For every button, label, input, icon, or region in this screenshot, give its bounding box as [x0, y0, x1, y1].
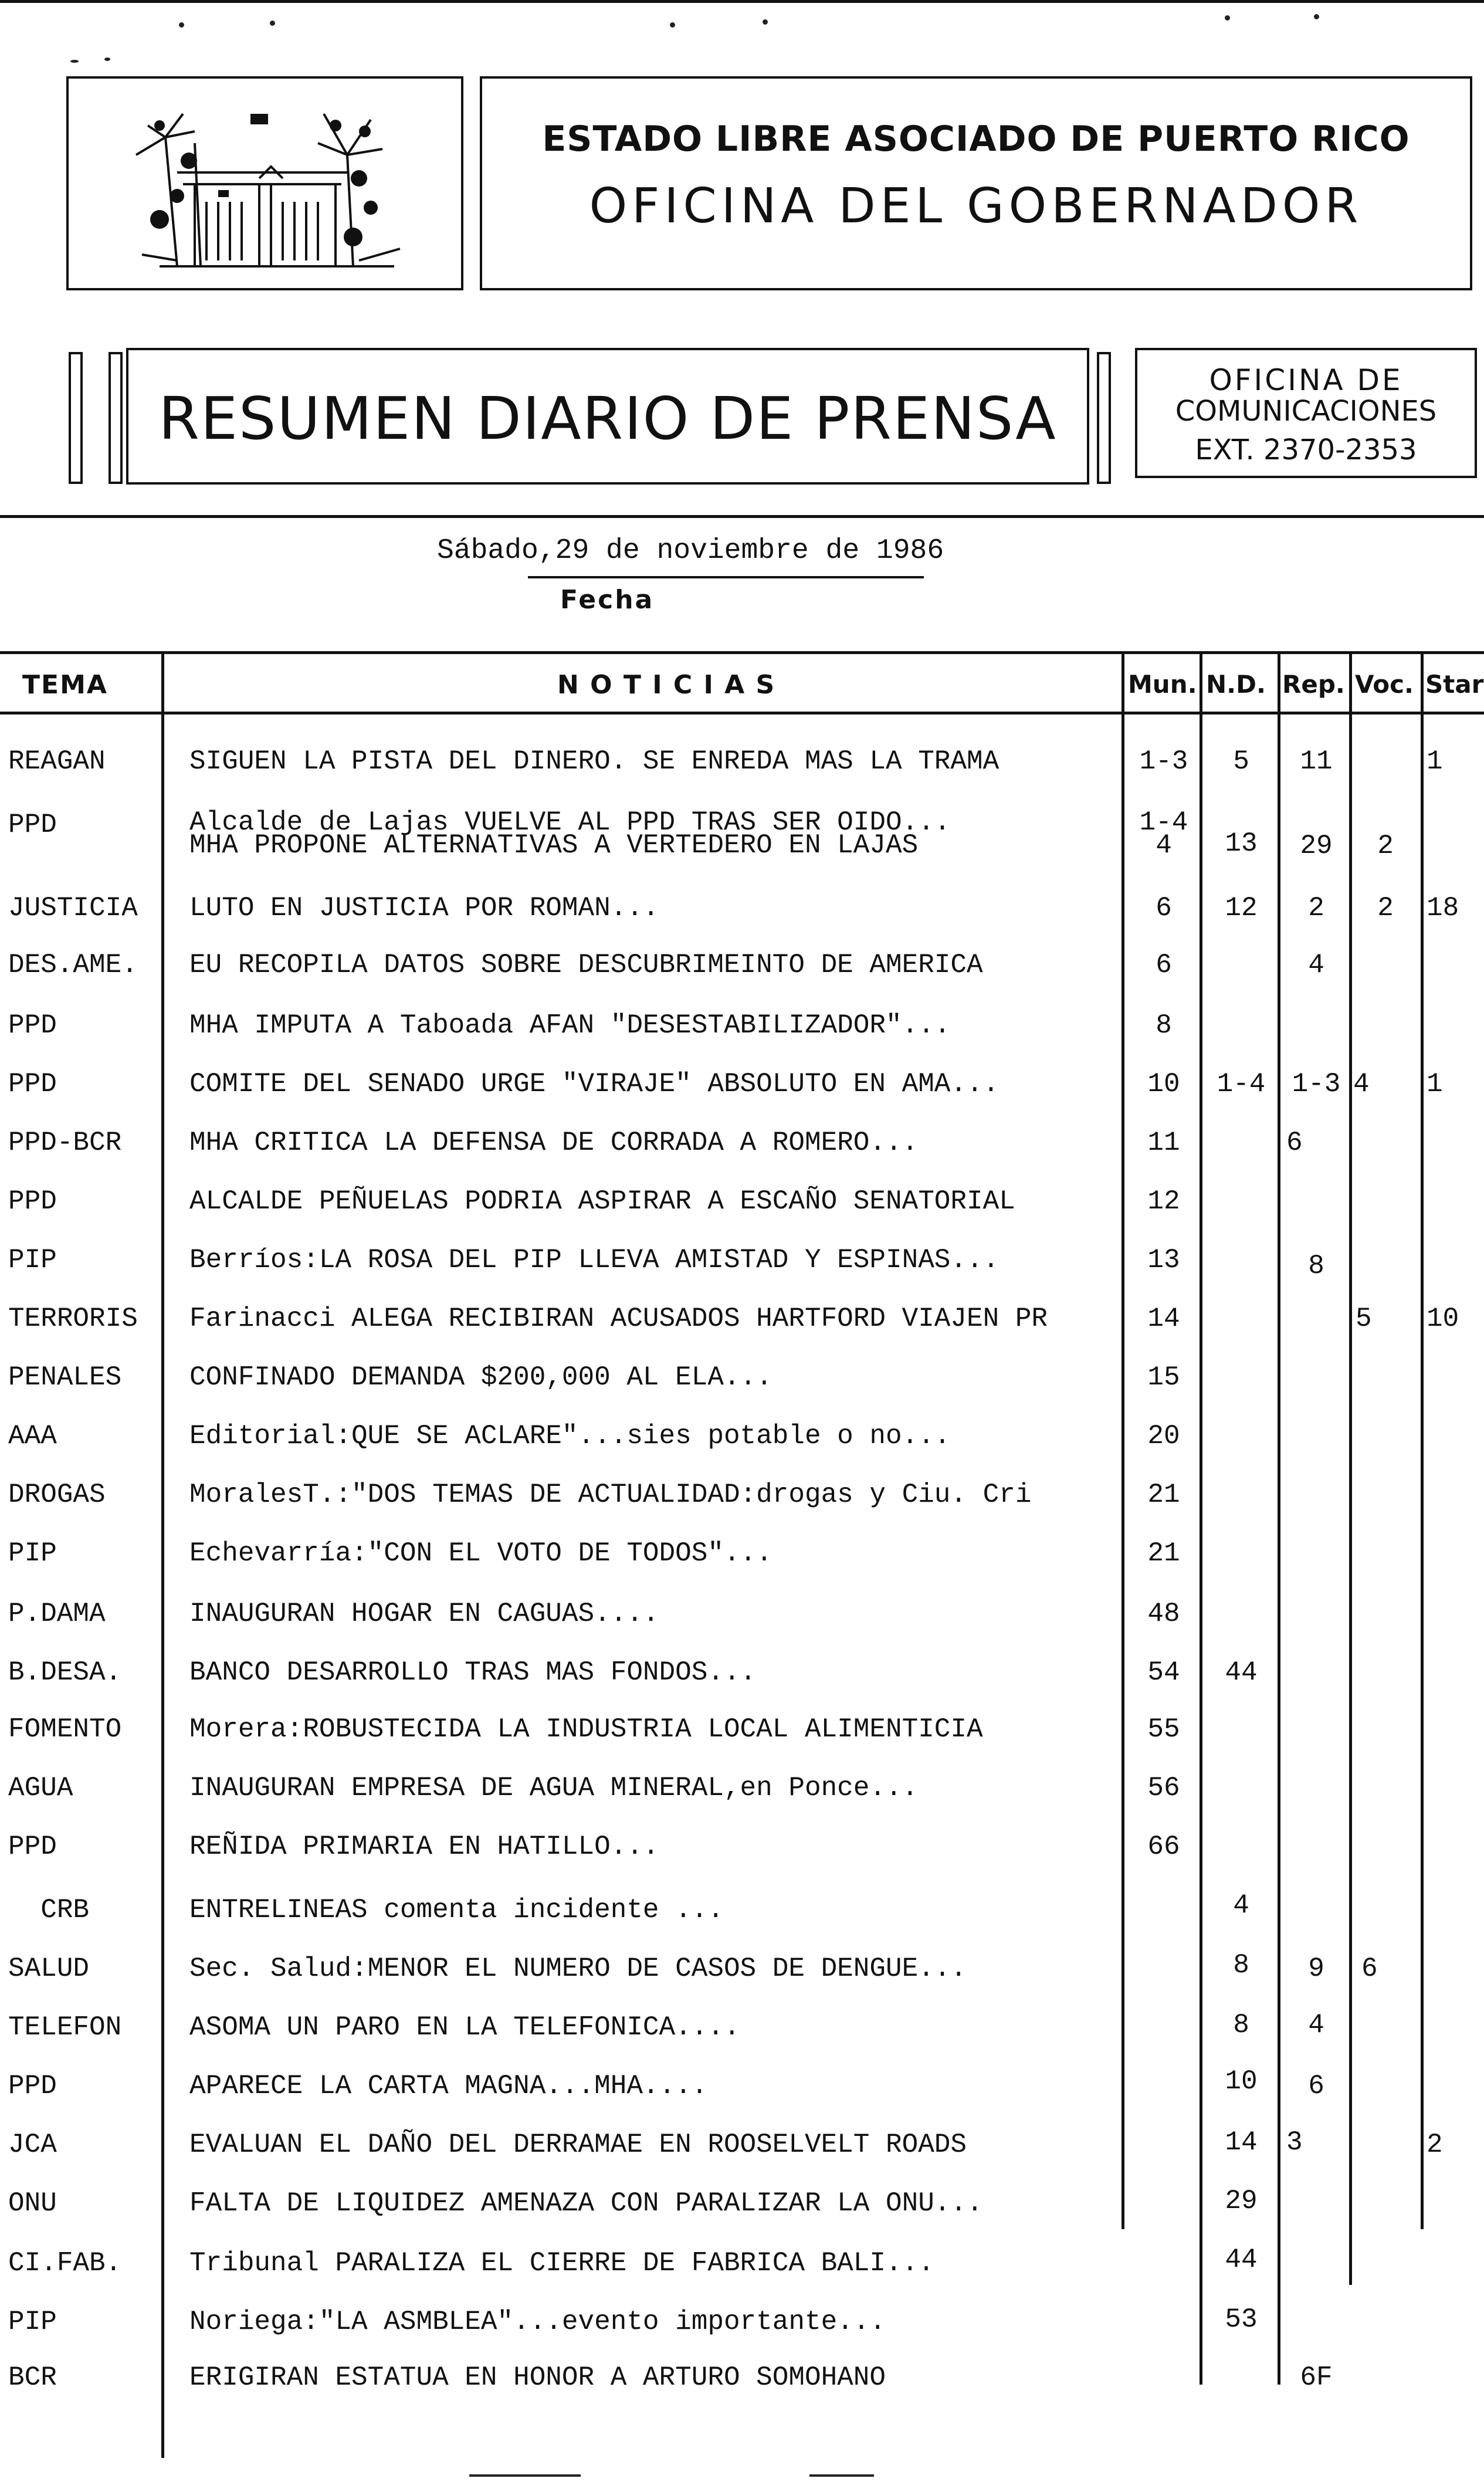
column-header-mun: Mun. — [1128, 670, 1197, 699]
table-row — [0, 1247, 1484, 1305]
table-row — [0, 1071, 1484, 1129]
row-voc: 5 — [1356, 1303, 1372, 1334]
row-mun: 56 — [1147, 1773, 1180, 1803]
table-row — [0, 2010, 1484, 2073]
row-mun: 8 — [1156, 1010, 1172, 1041]
column-divider — [1200, 2226, 1202, 2385]
column-divider — [1349, 2226, 1352, 2285]
row-rep: 9 — [1308, 1953, 1324, 1984]
row-noticia: ASOMA UN PARO EN LA TELEFONICA.... — [189, 2012, 740, 2043]
row-mun: 12 — [1147, 1186, 1180, 1217]
row-mun: 15 — [1147, 1362, 1180, 1393]
row-mun: 1-3 — [1139, 746, 1188, 777]
table-row — [0, 1481, 1484, 1540]
row-noticia: MHA IMPUTA A Taboada AFAN "DESESTABILIZADOR"... — [189, 1010, 951, 1041]
oficina-line2: COMUNICACIONES — [1175, 395, 1437, 428]
row-noticia: Tribunal PARALIZA EL CIERRE DE FABRICA BALI... — [189, 2248, 934, 2278]
row-rep: 1-3 — [1292, 1069, 1341, 1099]
row-mun: 21 — [1147, 1538, 1180, 1569]
row-nd: 12 — [1225, 893, 1258, 923]
row-nd: 10 — [1225, 2066, 1258, 2097]
table-row — [0, 2186, 1484, 2249]
row-nd: 8 — [1233, 2010, 1249, 2040]
row-noticia: LUTO EN JUSTICIA POR ROMAN... — [189, 893, 659, 923]
row-mun: 48 — [1147, 1599, 1180, 1629]
oficina-extension: EXT. 2370-2353 — [1195, 434, 1417, 466]
row-nd: 29 — [1225, 2186, 1258, 2216]
row-mun: 11 — [1147, 1127, 1180, 1158]
scan-speck — [670, 22, 675, 28]
table-row — [0, 1950, 1484, 2014]
row-mun: 54 — [1147, 1657, 1180, 1688]
row-voc: 2 — [1377, 893, 1394, 923]
row-noticia: MHA CRITICA LA DEFENSA DE CORRADA A ROMERO... — [189, 1127, 919, 1158]
section-divider — [0, 515, 1484, 518]
row-rep: 8 — [1308, 1251, 1324, 1281]
row-tema: PPD — [8, 1186, 57, 1217]
row-tema: BCR — [8, 2362, 57, 2393]
row-nd: 44 — [1225, 1657, 1258, 1688]
row-noticia: ENTRELINEAS comenta incidente ... — [189, 1895, 724, 1925]
table-top-border — [0, 651, 1484, 654]
table-row — [0, 2244, 1484, 2308]
row-star: 2 — [1427, 2129, 1443, 2160]
decorative-bar — [69, 352, 83, 484]
row-tema: DES.AME. — [8, 950, 138, 980]
table-row — [0, 1540, 1484, 1599]
oficina-comunicaciones-box — [1135, 348, 1477, 478]
scan-speck — [1225, 15, 1230, 21]
row-mun: 14 — [1147, 1303, 1180, 1334]
row-noticia: Berríos:LA ROSA DEL PIP LLEVA AMISTAD Y ESPINAS... — [189, 1245, 1000, 1275]
row-mun: 6 — [1156, 893, 1172, 923]
row-noticia: CONFINADO DEMANDA $200,000 AL ELA... — [189, 1362, 773, 1393]
row-nd: 14 — [1225, 2127, 1258, 2158]
row-tema: SALUD — [8, 1953, 90, 1984]
row-tema: PENALES — [8, 1362, 122, 1393]
top-border-line — [0, 0, 1484, 3]
table-header-border — [0, 712, 1484, 715]
row-mun: 6 — [1156, 950, 1172, 980]
row-tema: P.DAMA — [8, 1599, 106, 1629]
table-row — [0, 807, 1484, 870]
row-tema: PPD — [8, 1831, 57, 1862]
row-tema: TERRORIS — [8, 1303, 138, 1334]
row-rep: 11 — [1300, 746, 1333, 777]
row-noticia: INAUGURAN HOGAR EN CAGUAS.... — [189, 1599, 659, 1629]
row-tema: REAGAN — [8, 746, 106, 777]
table-row — [0, 748, 1484, 807]
row-noticia: Echevarría:"CON EL VOTO DE TODOS"... — [189, 1538, 773, 1569]
row-voc: 6 — [1361, 1953, 1378, 1984]
column-header-tema: TEMA — [22, 670, 108, 700]
row-rep: 6F — [1300, 2362, 1333, 2393]
table-row — [0, 2066, 1484, 2131]
row-tema: CI.FAB. — [8, 2248, 122, 2278]
column-header-star: Star — [1425, 670, 1484, 699]
row-tema: ONU — [8, 2188, 57, 2219]
row-noticia: BANCO DESARROLLO TRAS MAS FONDOS... — [189, 1657, 757, 1688]
row-mun: 1-4 4 — [1139, 807, 1188, 861]
row-noticia: APARECE LA CARTA MAGNA...MHA.... — [189, 2071, 708, 2101]
row-noticia: Noriega:"LA ASMBLEA"...evento importante... — [189, 2307, 886, 2337]
row-nd: 1-4 — [1217, 1069, 1266, 1099]
table-row — [0, 952, 1484, 1010]
table-row — [0, 1423, 1484, 1481]
row-nd: 4 — [1233, 1890, 1249, 1921]
row-noticia: MoralesT.:"DOS TEMAS DE ACTUALIDAD:drogas y Ciu. Cri — [189, 1479, 1032, 1510]
scan-speck — [763, 19, 768, 25]
table-row — [0, 1890, 1484, 1955]
table-row — [0, 1012, 1484, 1071]
row-noticia: SIGUEN LA PISTA DEL DINERO. SE ENREDA MAS LA TRAMA — [189, 746, 1000, 777]
row-noticia: ERIGIRAN ESTATUA EN HONOR A ARTURO SOMOHANO — [189, 2362, 886, 2393]
scan-speck — [104, 57, 110, 61]
row-tema: PIP — [8, 1245, 57, 1275]
table-row — [0, 1129, 1484, 1188]
row-tema: PPD — [8, 1010, 57, 1041]
row-noticia: EVALUAN EL DAÑO DEL DERRAMAE EN ROOSELVELT ROADS — [189, 2129, 967, 2160]
row-noticia: ALCALDE PEÑUELAS PODRIA ASPIRAR A ESCAÑO SENATORIAL — [189, 1186, 1015, 1217]
table-row — [0, 1716, 1484, 1775]
government-title-line1: ESTADO LIBRE ASOCIADO DE PUERTO RICO — [542, 118, 1410, 160]
row-rep: 2 — [1308, 893, 1324, 923]
row-noticia: EU RECOPILA DATOS SOBRE DESCUBRIMEINTO DE AMERICA — [189, 950, 983, 980]
row-nd: 8 — [1233, 1950, 1249, 1980]
row-noticia: COMITE DEL SENADO URGE "VIRAJE" ABSOLUTO EN AMA... — [189, 1069, 1000, 1099]
column-header-noticias: N O T I C I A S — [557, 670, 776, 700]
table-row — [0, 2364, 1484, 2423]
row-tema: AAA — [8, 1421, 57, 1451]
row-tema: PPD — [8, 1069, 57, 1099]
row-nd: 13 — [1225, 828, 1258, 859]
table-row — [0, 1305, 1484, 1364]
row-noticia: REÑIDA PRIMARIA EN HATILLO... — [189, 1831, 659, 1862]
resumen-title: RESUMEN DIARIO DE PRENSA — [158, 384, 1057, 453]
table-row — [0, 1775, 1484, 1833]
row-tema: DROGAS — [8, 1479, 106, 1510]
row-nd: 53 — [1225, 2304, 1258, 2335]
row-tema: TELEFON — [8, 2012, 122, 2043]
row-noticia: INAUGURAN EMPRESA DE AGUA MINERAL,en Ponce... — [189, 1773, 919, 1803]
row-tema: PIP — [8, 1538, 57, 1569]
column-header-rep: Rep. — [1282, 670, 1345, 699]
row-rep: 29 — [1300, 831, 1333, 861]
row-voc: 4 — [1353, 1069, 1370, 1099]
row-tema: B.DESA. — [8, 1657, 122, 1688]
row-tema: PIP — [8, 2307, 57, 2337]
row-noticia: Farinacci ALEGA RECIBIRAN ACUSADOS HARTFORD VIAJEN PR — [189, 1303, 1048, 1334]
row-tema: FOMENTO — [8, 1714, 122, 1745]
row-tema: JCA — [8, 2129, 57, 2160]
row-rep: 4 — [1308, 950, 1324, 980]
row-star: 10 — [1427, 1303, 1459, 1334]
decorative-bar — [1097, 352, 1111, 484]
logo-box — [66, 76, 463, 290]
decorative-bar — [109, 352, 123, 484]
row-mun: 66 — [1147, 1831, 1180, 1862]
table-row — [0, 895, 1484, 953]
row-noticia: Alcalde de Lajas VUELVE AL PPD TRAS SER OIDO... MHA PROPONE ALTERNATIVAS A VERTEDERO EN LAJAS — [189, 807, 951, 861]
row-tema: CRB — [8, 1895, 90, 1925]
column-header-voc: Voc. — [1355, 670, 1414, 699]
row-tema: AGUA — [8, 1773, 73, 1803]
row-tema: JUSTICIA — [8, 893, 138, 923]
table-row — [0, 1659, 1484, 1718]
fecha-label: Fecha — [560, 585, 655, 615]
table-row — [0, 1364, 1484, 1423]
row-nd: 44 — [1225, 2244, 1258, 2275]
row-rep: 6 — [1308, 2071, 1324, 2101]
row-mun: 10 — [1147, 1069, 1180, 1099]
row-rep: 6 — [1286, 1127, 1303, 1158]
building-with-palms-illustration — [124, 90, 418, 278]
table-row — [0, 2127, 1484, 2190]
table-row — [0, 1188, 1484, 1247]
government-title-line2: OFICINA DEL GOBERNADOR — [589, 178, 1363, 234]
row-mun: 20 — [1147, 1421, 1180, 1451]
resumen-title-box — [126, 348, 1089, 485]
row-noticia: Sec. Salud:MENOR EL NUMERO DE CASOS DE DENGUE... — [189, 1953, 967, 1984]
row-tema: PPD-BCR — [8, 1127, 122, 1158]
row-mun: 13 — [1147, 1245, 1180, 1275]
row-nd: 5 — [1233, 746, 1249, 777]
oficina-line1: OFICINA DE — [1209, 363, 1403, 397]
row-star: 18 — [1427, 893, 1459, 923]
scan-speck — [70, 60, 79, 63]
row-star: 1 — [1427, 1069, 1443, 1099]
row-mun: 21 — [1147, 1479, 1180, 1510]
row-voc: 2 — [1377, 831, 1394, 861]
row-noticia: Editorial:QUE SE ACLARE"...sies potable o no... — [189, 1421, 951, 1451]
bottom-scan-mark — [469, 2474, 581, 2477]
fecha-value: Sábado,29 de noviembre de 1986 — [437, 535, 944, 567]
row-rep: 4 — [1308, 2010, 1324, 2040]
row-mun: 55 — [1147, 1714, 1180, 1745]
scan-speck — [270, 21, 275, 26]
government-title-box — [480, 76, 1472, 290]
row-star: 1 — [1427, 746, 1443, 777]
row-tema: PPD — [8, 2071, 57, 2101]
column-divider — [1278, 2226, 1280, 2385]
scan-speck — [1314, 14, 1319, 19]
bottom-scan-mark — [809, 2474, 874, 2477]
row-noticia: FALTA DE LIQUIDEZ AMENAZA CON PARALIZAR LA ONU... — [189, 2188, 983, 2219]
row-tema: PPD — [8, 810, 57, 840]
fecha-underline — [528, 576, 924, 578]
scan-speck — [179, 22, 184, 28]
table-row — [0, 1600, 1484, 1659]
table-row — [0, 1833, 1484, 1892]
column-header-nd: N.D. — [1206, 670, 1266, 699]
row-rep: 3 — [1286, 2127, 1303, 2158]
table-row — [0, 2304, 1484, 2367]
row-noticia: Morera:ROBUSTECIDA LA INDUSTRIA LOCAL ALIMENTICIA — [189, 1714, 983, 1745]
